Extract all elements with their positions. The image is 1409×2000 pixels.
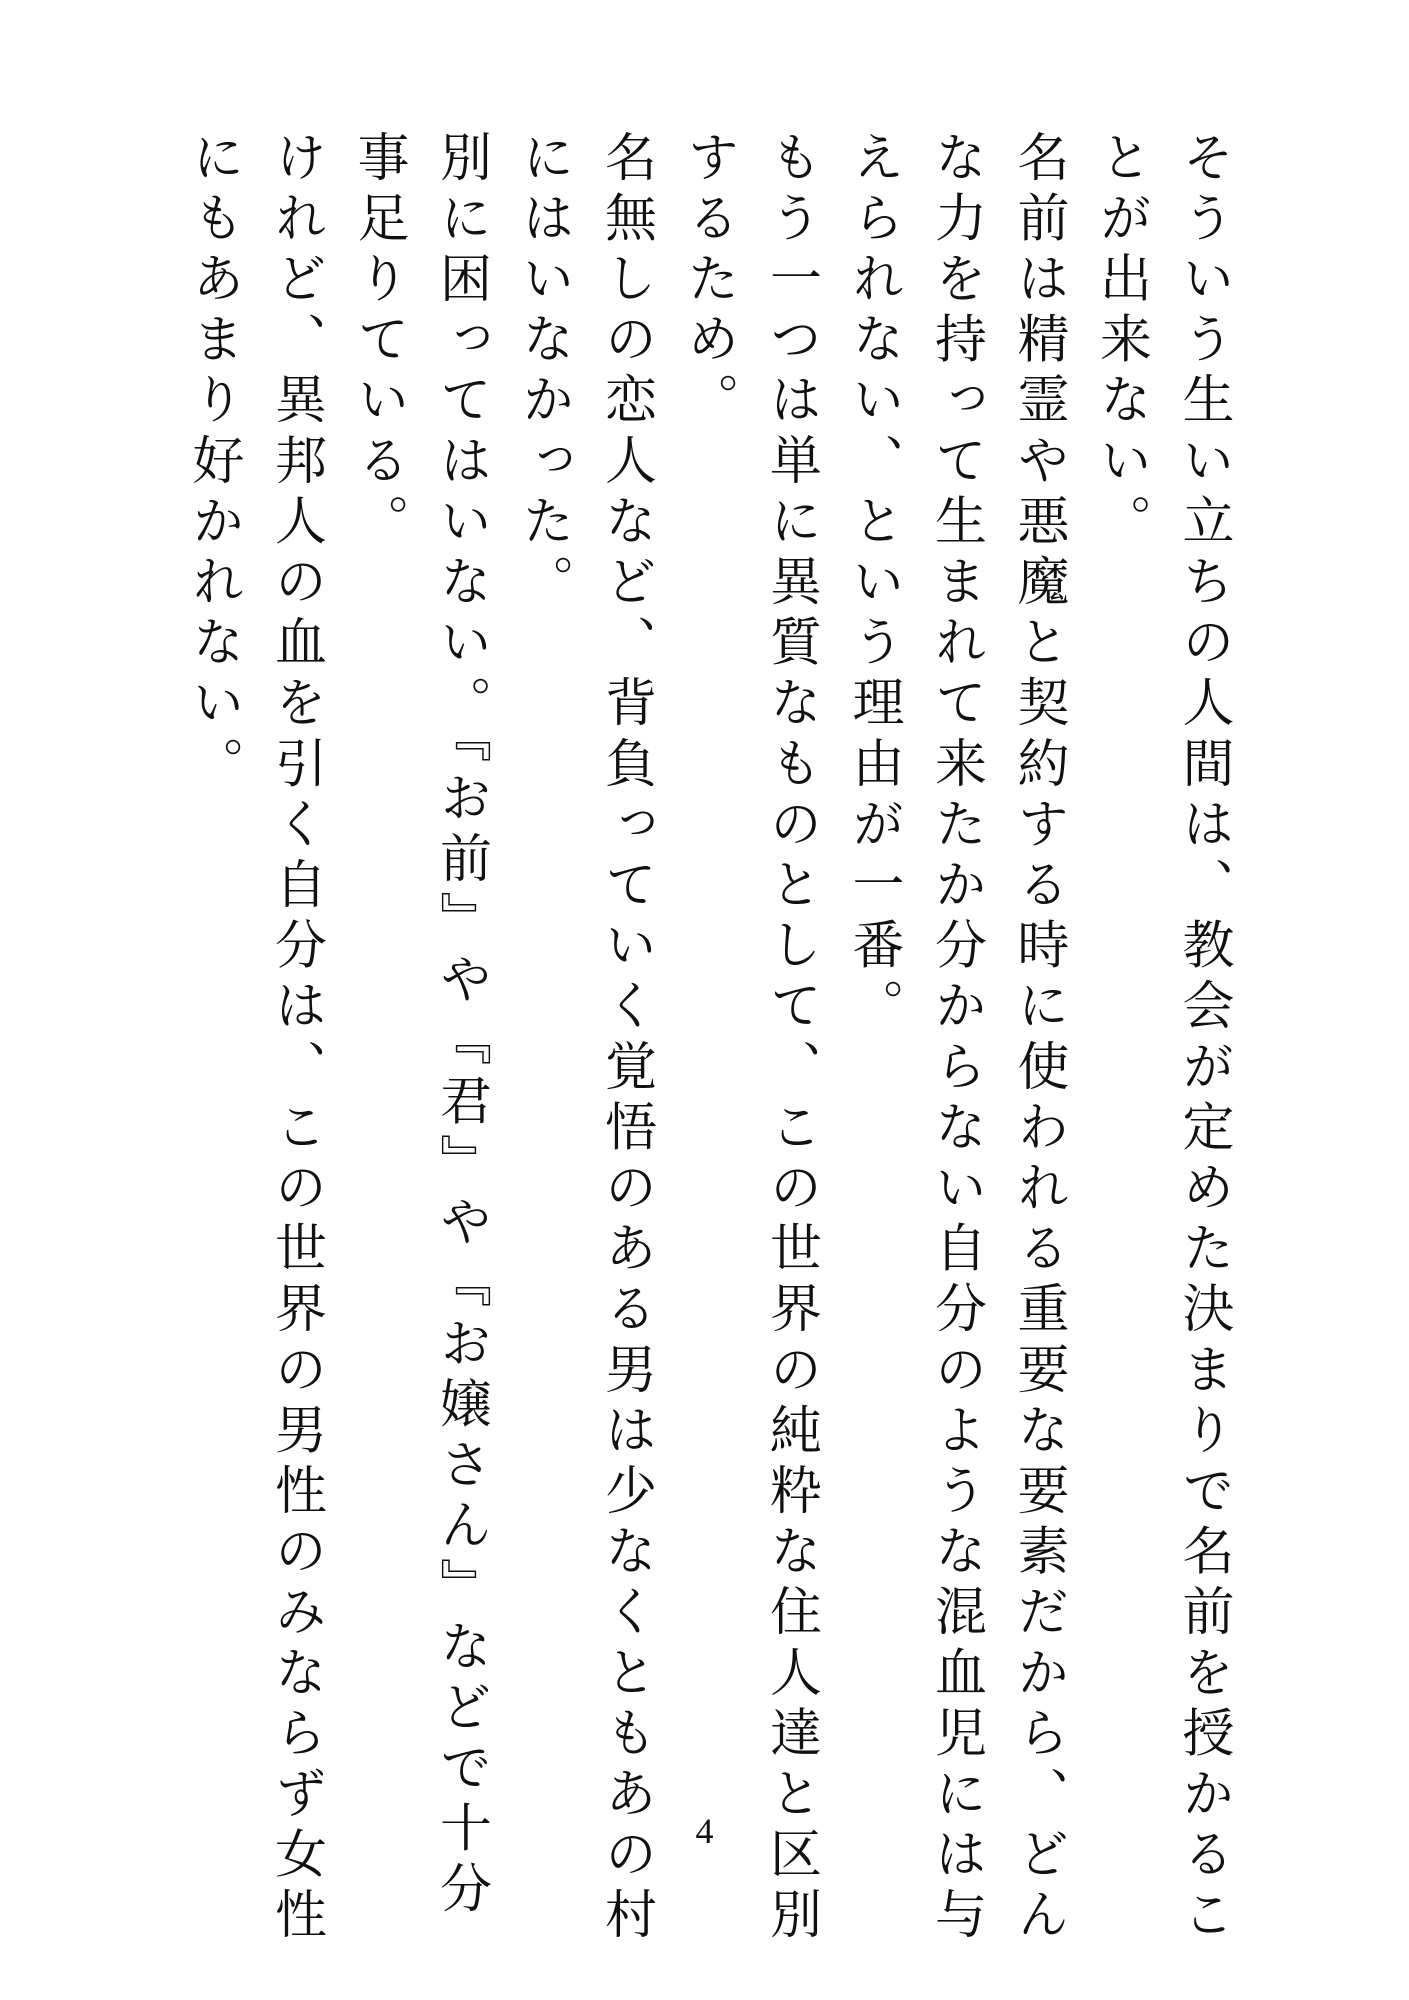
- text-line: けれど、異邦人の血を引く自分は、この世界の男性のみならず女性: [265, 130, 326, 1948]
- text-line: にもあまり好かれない。: [183, 130, 243, 797]
- text-line: するため。: [678, 130, 738, 433]
- text-line: えられない、という理由が一番。: [843, 130, 903, 1039]
- text-line: 名前は精霊や悪魔と契約する時に使われる重要な要素だから、どん: [1008, 130, 1068, 1948]
- text-line: 事足りている。: [348, 130, 408, 555]
- text-line: 別に困ってはいない。『お前』や『君』や『お嬢さん』などで十分: [430, 130, 491, 1922]
- text-line: もう一つは単に異質なものとして、この世界の純粋な住人達と区別: [760, 130, 821, 1948]
- text-line: 名無しの恋人など、背負っていく覚悟のある男は少なくともあの村: [595, 130, 656, 1948]
- text-line: にはいなかった。: [513, 130, 573, 615]
- vertical-text-body: [164, 130, 1244, 1948]
- text-line: な力を持って生まれて来たか分からない自分のような混血児には与: [925, 130, 986, 1948]
- page-number: 4: [695, 1811, 714, 1851]
- text-line: そういう生い立ちの人間は、教会が定めた決まりで名前を授かるこ: [1173, 130, 1233, 1948]
- text-line: とが出来ない。: [1090, 130, 1151, 555]
